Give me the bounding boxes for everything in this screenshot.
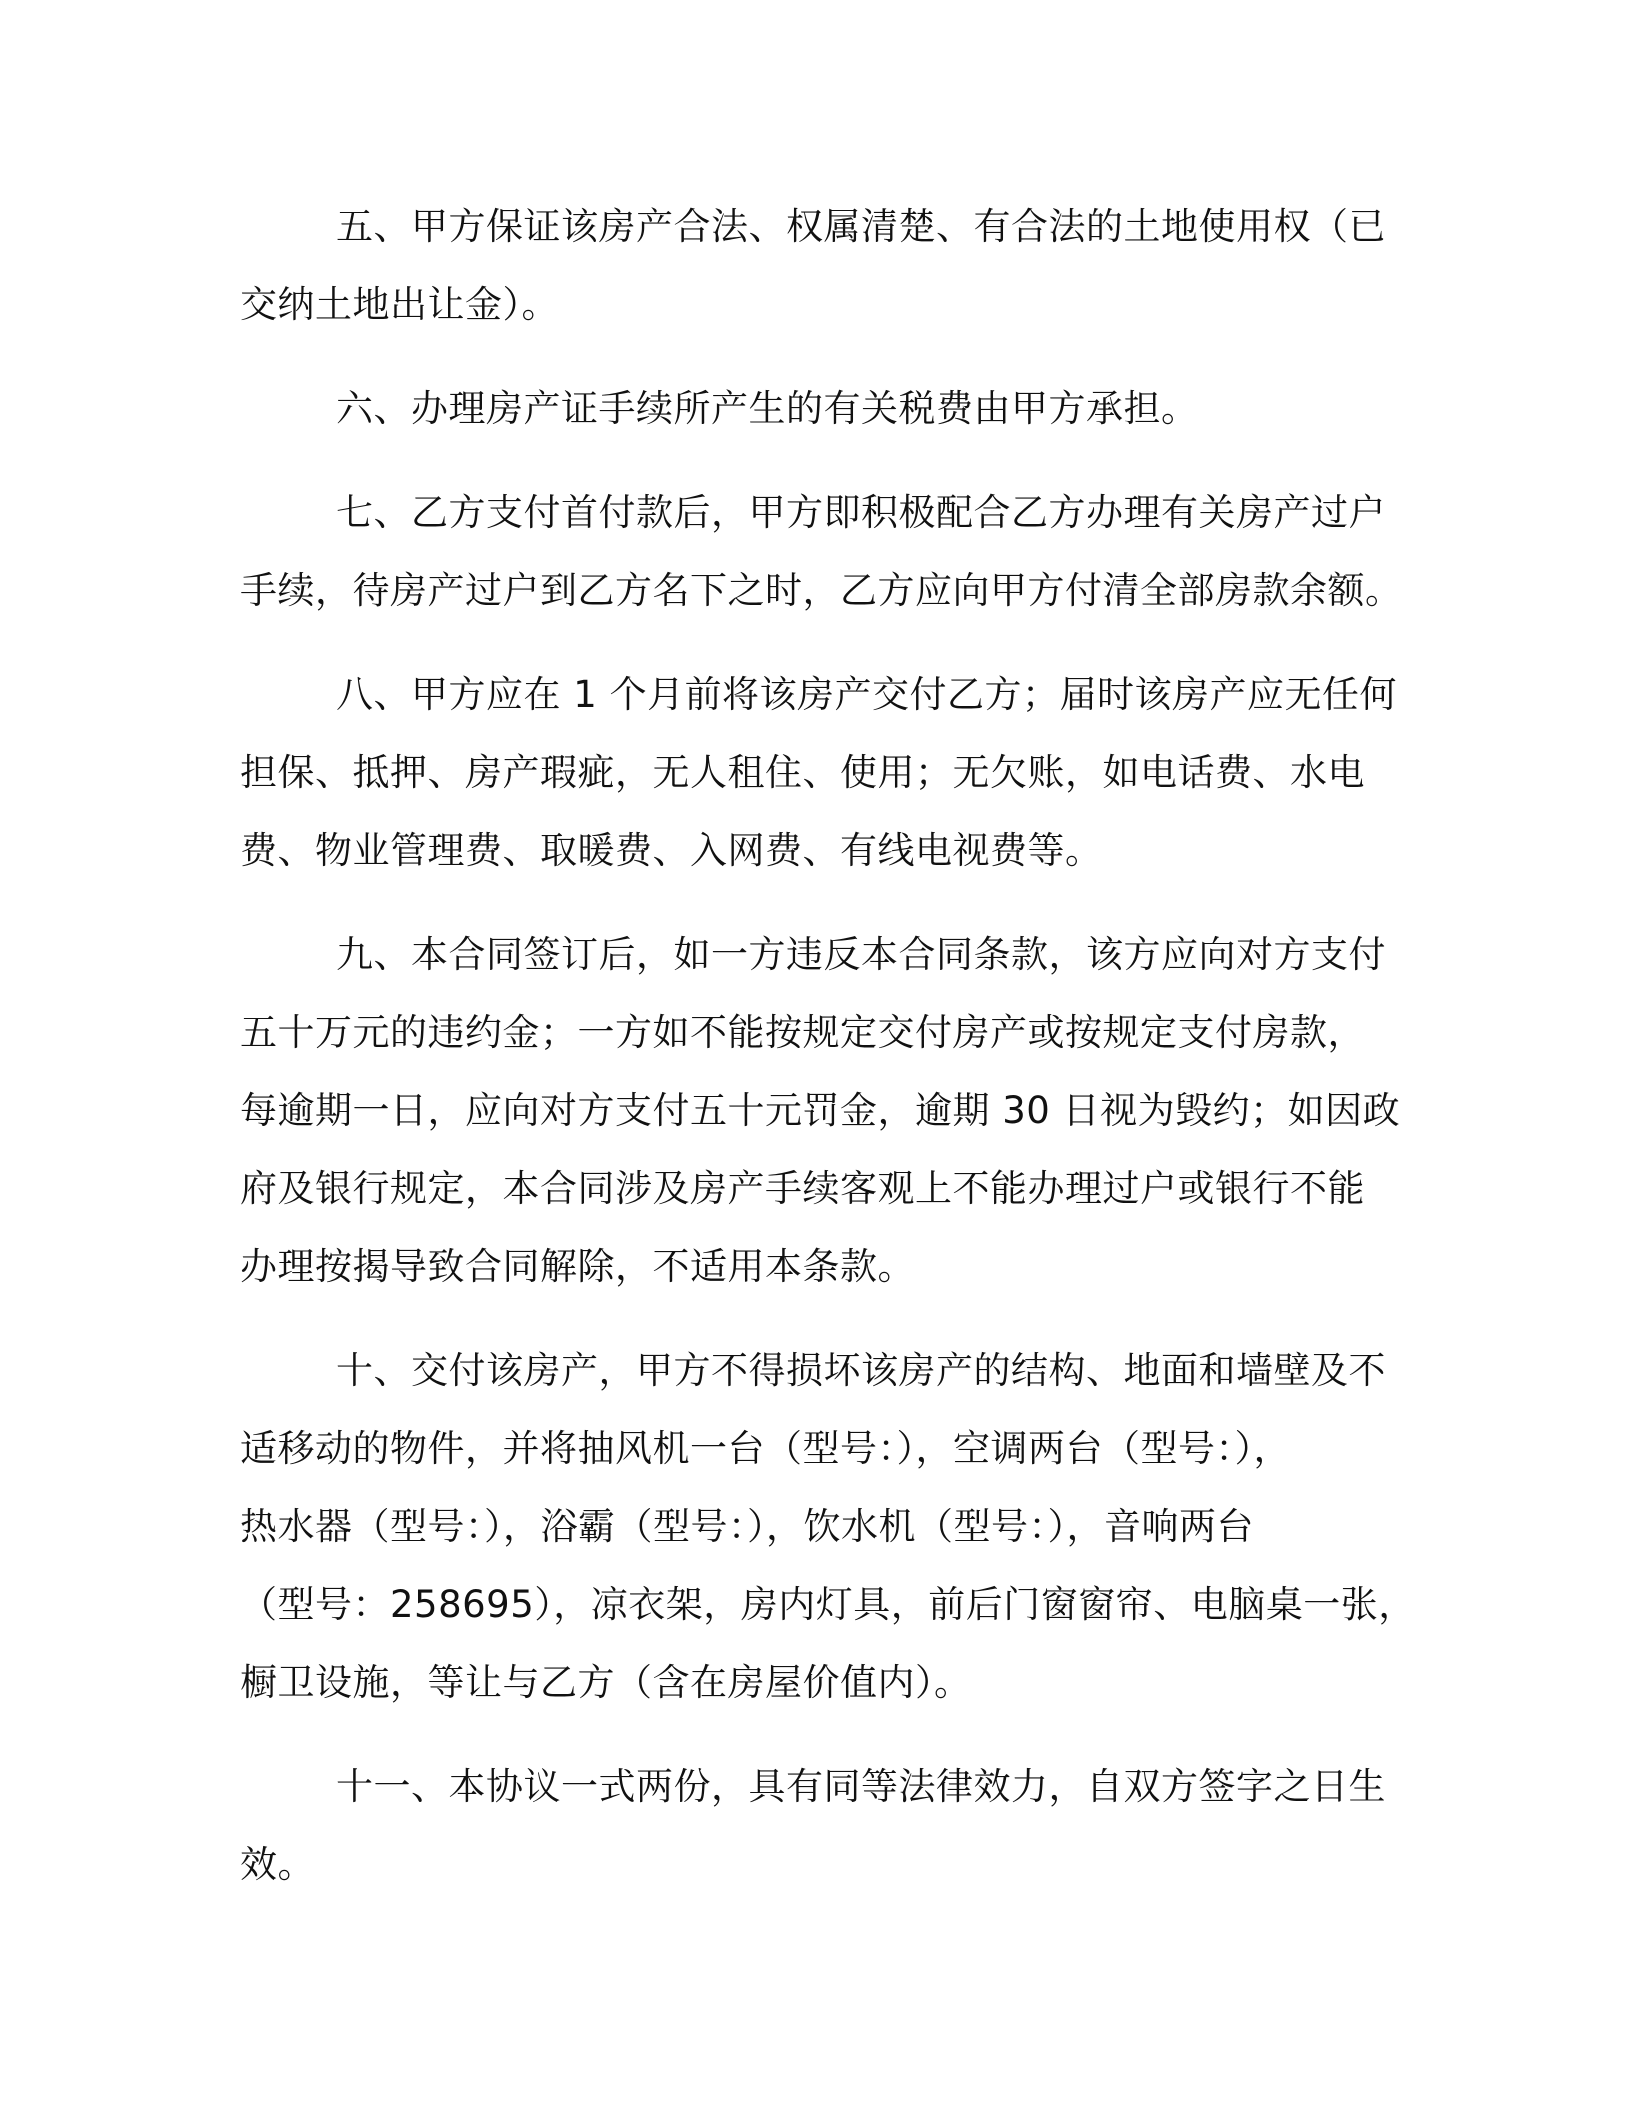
clause-line: 九、本合同签订后，如一方违反本合同条款，该方应向对方支付 xyxy=(336,933,1386,976)
clause-11 xyxy=(240,1748,1390,1904)
clause-line: 五十万元的违约金；一方如不能按规定交付房产或按规定支付房款， xyxy=(240,1011,1365,1054)
clause-7 xyxy=(240,474,1403,630)
clause-line: 府及银行规定，本合同涉及房产手续客观上不能办理过户或银行不能 xyxy=(240,1167,1365,1210)
clause-line: 橱卫设施，等让与乙方（含在房屋价值内）。 xyxy=(240,1661,972,1704)
clause-line: 办理按揭导致合同解除，不适用本条款。 xyxy=(240,1245,915,1288)
clause-line: 十、交付该房产，甲方不得损坏该房产的结构、地面和墙壁及不 xyxy=(336,1349,1386,1392)
clause-line: 适移动的物件，并将抽风机一台（型号：），空调两台（型号：）， xyxy=(240,1427,1291,1470)
clause-9 xyxy=(240,916,1401,1306)
clause-line: 每逾期一日，应向对方支付五十元罚金，逾期 30 日视为毁约；如因政 xyxy=(240,1089,1401,1132)
clause-8 xyxy=(240,656,1398,890)
clause-line: 担保、抵押、房产瑕疵，无人租住、使用；无欠账，如电话费、水电 xyxy=(240,751,1365,794)
clause-line: 费、物业管理费、取暖费、入网费、有线电视费等。 xyxy=(240,829,1103,872)
clause-5 xyxy=(240,188,1390,344)
clause-line: （型号：258695），凉衣架，房内灯具，前后门窗窗帘、电脑桌一张， xyxy=(240,1583,1416,1626)
clause-line: 手续，待房产过户到乙方名下之时，乙方应向甲方付清全部房款余额。 xyxy=(240,569,1403,612)
clause-line: 效。 xyxy=(240,1843,315,1886)
clause-10 xyxy=(240,1332,1416,1722)
clause-line: 七、乙方支付首付款后，甲方即积极配合乙方办理有关房产过户 xyxy=(336,491,1386,534)
contract-body xyxy=(240,188,1416,1930)
clause-line: 热水器（型号：），浴霸（型号：），饮水机（型号：），音响两台 xyxy=(240,1505,1254,1548)
clause-line: 八、甲方应在 1 个月前将该房产交付乙方；届时该房产应无任何 xyxy=(336,673,1398,716)
clause-line: 五、甲方保证该房产合法、权属清楚、有合法的土地使用权（已 xyxy=(336,205,1386,248)
clause-line: 交纳土地出让金）。 xyxy=(240,283,559,326)
clause-line: 十一、本协议一式两份，具有同等法律效力，自双方签字之日生 xyxy=(336,1765,1386,1808)
clause-6 xyxy=(240,370,1390,448)
clause-line: 六、办理房产证手续所产生的有关税费由甲方承担。 xyxy=(336,387,1199,430)
